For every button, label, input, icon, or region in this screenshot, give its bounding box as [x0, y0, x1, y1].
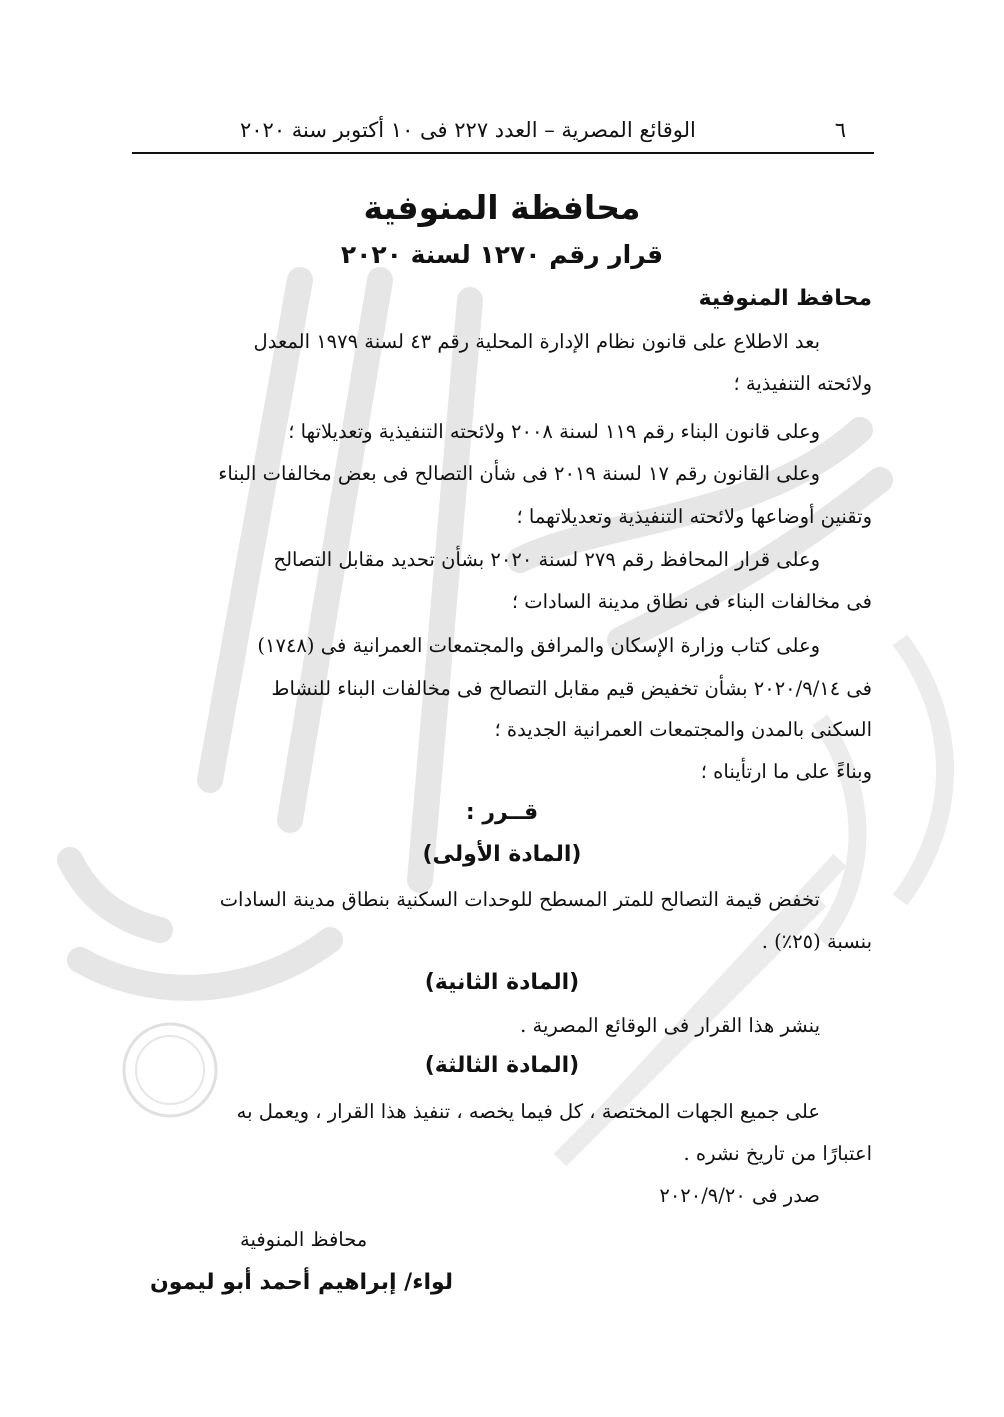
article-3-line-2: اعتبارًا من تاريخ نشره . [683, 1142, 872, 1165]
preamble-line-1: بعد الاطلاع على قانون نظام الإدارة المحلية رقم ٤٣ لسنة ١٩٧٩ المعدل [253, 330, 820, 353]
preamble-line-7: فى مخالفات البناء فى نطاق مدينة السادات ؛ [511, 590, 872, 613]
preamble-line-9: فى ٢٠٢٠/٩/١٤ بشأن تخفيض قيم مقابل التصالح فى مخالفات البناء للنشاط [271, 677, 872, 700]
preamble-line-6: وعلى قرار المحافظ رقم ٢٧٩ لسنة ٢٠٢٠ بشأن تحديد مقابل التصالح [273, 548, 820, 571]
article-2-heading: (المادة الثانية) [424, 970, 580, 995]
article-2-line-1: ينشر هذا القرار فى الوقائع المصرية . [520, 1014, 820, 1037]
signature-title: محافظ المنوفية [240, 1228, 368, 1251]
article-3-line-1: على جميع الجهات المختصة ، كل فيما يخصه ، تنفيذ هذا القرار ، ويعمل به [236, 1100, 820, 1123]
article-1-line-2: بنسبة (٢٥٪) . [761, 930, 872, 953]
page-header [132, 112, 874, 154]
gazette-header-title: الوقائع المصرية – العدد ٢٢٧ فى ١٠ أكتوبر سنة ٢٠٢٠ [240, 118, 696, 142]
article-1-heading: (المادة الأولى) [422, 842, 582, 867]
decided-heading: قــرر : [465, 800, 539, 825]
document-title: محافظة المنوفية [363, 188, 641, 227]
preamble-line-5: وتقنين أوضاعها ولائحته التنفيذية وتعديلاتهما ؛ [516, 505, 872, 528]
signature-name: لواء/ إبراهيم أحمد أبو ليمون [150, 1270, 454, 1295]
preamble-line-3: وعلى قانون البناء رقم ١١٩ لسنة ٢٠٠٨ ولائحته التنفيذية وتعديلاتها ؛ [288, 420, 820, 443]
preamble-line-11: وبناءً على ما ارتأيناه ؛ [700, 760, 872, 783]
decree-number: قرار رقم ١٢٧٠ لسنة ٢٠٢٠ [340, 240, 664, 269]
article-1-line-1: تخفض قيمة التصالح للمتر المسطح للوحدات السكنية بنطاق مدينة السادات [219, 888, 820, 911]
page-number: ٦ [834, 118, 846, 142]
preamble-line-2: ولائحته التنفيذية ؛ [733, 372, 872, 395]
preamble-line-4: وعلى القانون رقم ١٧ لسنة ٢٠١٩ فى شأن التصالح فى بعض مخالفات البناء [218, 462, 820, 485]
issuer-heading: محافظ المنوفية [698, 286, 872, 311]
preamble-line-8: وعلى كتاب وزارة الإسكان والمرافق والمجتمعات العمرانية فى (١٧٤٨) [257, 634, 820, 657]
preamble-line-10: السكنى بالمدن والمجتمعات العمرانية الجديدة ؛ [494, 718, 872, 741]
issue-date: صدر فى ٢٠٢٠/٩/٢٠ [659, 1184, 820, 1207]
article-3-heading: (المادة الثالثة) [424, 1053, 580, 1078]
